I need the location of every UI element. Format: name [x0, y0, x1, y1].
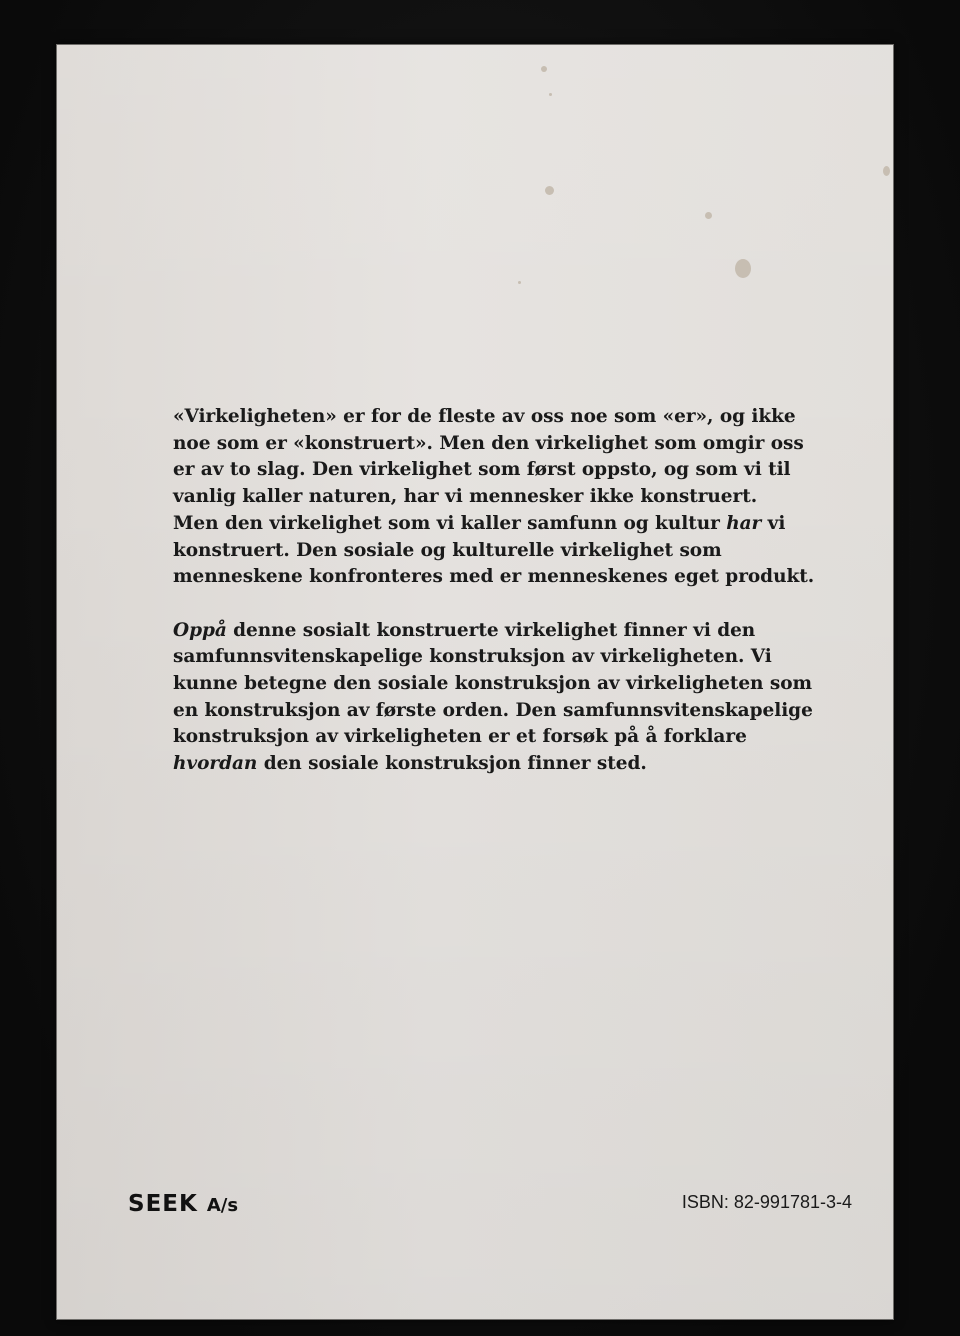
italic-emphasis: hvordan — [173, 753, 258, 775]
text-line: vanlig kaller naturen, har vi mennesker ikke konstruert. — [173, 486, 758, 508]
stain-spot — [549, 93, 552, 96]
text-line: konstruksjon av virkeligheten er et forsøk på å forklare — [173, 726, 747, 748]
text-run: vi — [761, 512, 786, 534]
text-line: noe som er «konstruert». Men den virkelighet som omgir oss — [173, 432, 804, 454]
italic-emphasis: har — [726, 512, 762, 534]
book-back-cover — [56, 44, 894, 1320]
stain-spot — [541, 66, 547, 72]
publisher-logo — [128, 1191, 238, 1217]
stain-spot — [545, 186, 554, 195]
text-line: samfunnsvitenskapelige konstruksjon av virkeligheten. Vi — [173, 646, 772, 668]
text-line: «Virkeligheten» er for de fleste av oss noe som «er», og ikke — [173, 406, 796, 427]
text-line — [173, 618, 803, 645]
publisher-suffix: A/s — [206, 1195, 239, 1216]
blurb-paragraph — [173, 404, 815, 591]
publisher-name: SEEK — [128, 1191, 198, 1217]
stain-spot — [735, 259, 751, 278]
stain-spot — [518, 281, 521, 284]
text-line: er av to slag. Den virkelighet som først oppsto, og som vi til — [173, 459, 791, 481]
text-line — [173, 511, 803, 538]
text-line: konstruert. Den sosiale og kulturelle virkelighet som — [173, 539, 722, 561]
stain-spot — [883, 166, 890, 176]
stain-spot — [705, 212, 712, 219]
text-run: den sosiale konstruksjon finner sted. — [257, 753, 647, 775]
blurb-text — [173, 404, 815, 805]
text-line: en konstruksjon av første orden. Den samfunnsvitenskapelige — [173, 699, 813, 721]
italic-emphasis: Oppå — [173, 619, 227, 641]
text-line — [173, 751, 803, 778]
text-run: Men den virkelighet som vi kaller samfunn og kultur — [173, 512, 727, 534]
isbn-number: ISBN: 82-991781-3-4 — [681, 1192, 852, 1212]
text-line: kunne betegne den sosiale konstruksjon av virkeligheten som — [173, 673, 813, 695]
blurb-paragraph — [173, 618, 813, 778]
text-line: menneskene konfronteres med er menneskenes eget produkt. — [173, 566, 815, 588]
text-run: denne sosialt konstruerte virkelighet finner vi den — [226, 619, 756, 641]
